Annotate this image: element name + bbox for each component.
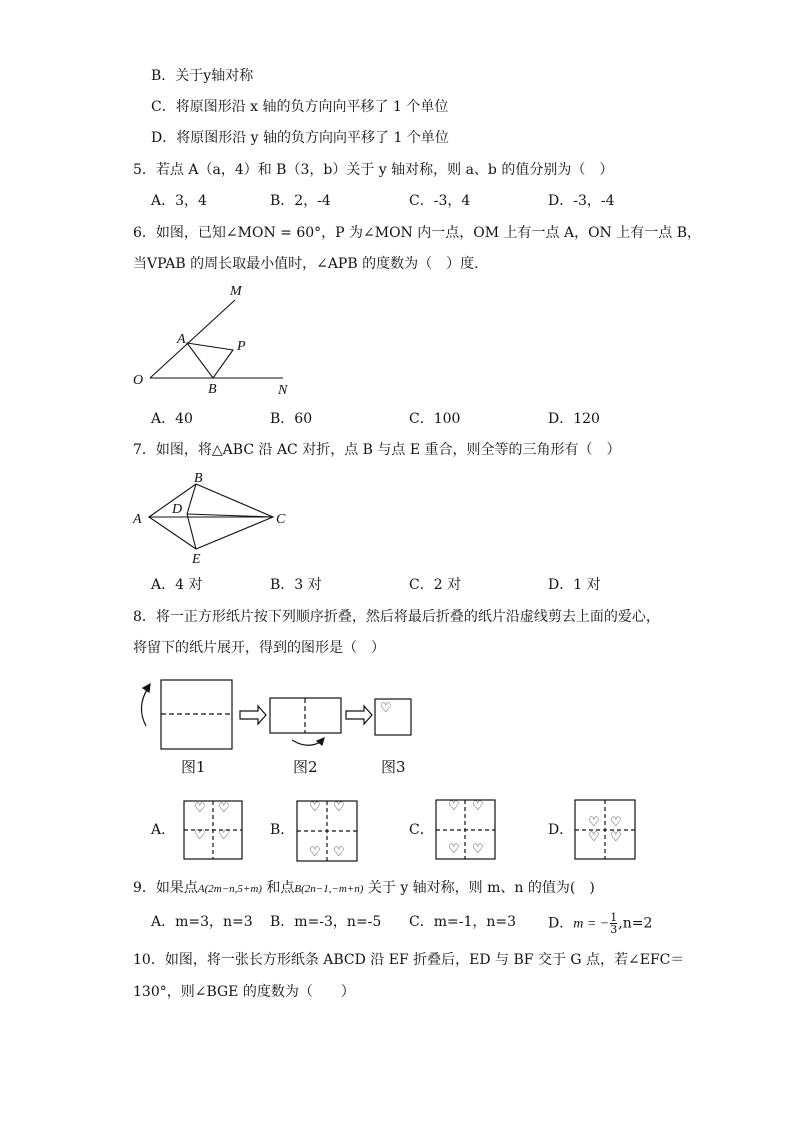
q8-stem-line2: 将留下的纸片展开，得到的图形是（ ） bbox=[133, 640, 385, 656]
q8-option-a-heart-br: ♡ bbox=[218, 828, 230, 843]
q9-stem bbox=[133, 878, 595, 899]
q8-fig3-label: 图3 bbox=[381, 758, 406, 776]
q6-triangle-pab bbox=[187, 343, 233, 378]
q6-option-a: A．40 bbox=[151, 411, 193, 427]
q5-option-a: A．3，4 bbox=[151, 193, 207, 209]
q7-label-e: E bbox=[192, 552, 201, 567]
q8-option-d-heart-bl: ♡ bbox=[588, 830, 600, 845]
q7-label-b: B bbox=[194, 471, 203, 486]
q8-option-a-heart-bl: ♡ bbox=[194, 828, 206, 843]
q6-stem-line2: 当VPAB 的周长取最小值时，∠APB 的度数为（ ）度． bbox=[133, 256, 489, 272]
q8-fig1-square bbox=[161, 680, 232, 749]
q9-option-b: B．m=-3，n=-5 bbox=[270, 914, 382, 930]
q9-option-d-n: ,n=2 bbox=[618, 915, 653, 932]
q9-option-d-m: m = − bbox=[573, 916, 610, 932]
q8-stem-line1: 8．将一正方形纸片按下列顺序折叠，然后将最后折叠的纸片沿虚线剪去上面的爱心， bbox=[133, 609, 660, 625]
q6-option-d: D．120 bbox=[548, 411, 600, 427]
q8-fold-arrow-1 bbox=[141, 688, 148, 726]
q8-option-b-heart-tl: ♡ bbox=[309, 800, 321, 815]
q8-fold-arrow-2-head bbox=[317, 738, 324, 745]
q9-option-d-fraction bbox=[610, 912, 617, 935]
q8-arrow-1 bbox=[240, 706, 266, 724]
q8-option-c-heart-bl: ♡ bbox=[448, 842, 460, 857]
q10-stem-line2: 130°，则∠BGE 的度数为（ ） bbox=[133, 984, 355, 1000]
q8-option-d-square bbox=[575, 800, 635, 859]
q9-stem-mid: 和点 bbox=[266, 880, 295, 896]
q4-option-b: B．关于y轴对称 bbox=[151, 68, 254, 84]
q5-option-d: D．-3，-4 bbox=[548, 193, 615, 209]
q9-option-d-denominator: 3 bbox=[610, 923, 618, 936]
q7-line-ed bbox=[187, 514, 196, 549]
q6-label-a: A bbox=[177, 332, 186, 347]
q5-option-c: C．-3，4 bbox=[409, 193, 471, 209]
q8-option-d-letter: D． bbox=[548, 822, 574, 838]
q8-option-b-heart-bl: ♡ bbox=[309, 845, 321, 860]
q6-label-o: O bbox=[133, 373, 144, 388]
q8-option-d-heart-tl: ♡ bbox=[588, 815, 600, 830]
q8-option-b-heart-tr: ♡ bbox=[333, 800, 345, 815]
q8-fold-arrow-1-head bbox=[143, 684, 150, 692]
q6-option-c: C．100 bbox=[409, 411, 461, 427]
q8-arrow-2 bbox=[346, 706, 372, 724]
q8-option-c-heart-br: ♡ bbox=[472, 842, 484, 857]
q4-option-d: D．将原图形沿 y 轴的负方向向平移了 1 个单位 bbox=[151, 130, 449, 146]
q9-option-d-numerator: 1 bbox=[610, 911, 618, 924]
q7-stem: 7．如图，将△ABC 沿 AC 对折，点 B 与点 E 重合，则全等的三角形有（ ） bbox=[133, 442, 621, 458]
q8-fig3-heart: ♡ bbox=[380, 701, 392, 716]
q9-option-a: A．m=3，n=3 bbox=[151, 914, 253, 930]
q7-line-bd bbox=[187, 484, 196, 514]
q8-fold-arrow-2 bbox=[292, 740, 322, 745]
q9-option-d bbox=[548, 912, 652, 935]
q8-option-a-heart-tl: ♡ bbox=[194, 801, 206, 816]
q6-option-b: B．60 bbox=[270, 411, 313, 427]
q8-option-d-heart-br: ♡ bbox=[610, 830, 622, 845]
q9-option-c: C．m=-1，n=3 bbox=[409, 914, 517, 930]
q6-stem-line1: 6．如图，已知∠MON = 60°，P 为∠MON 内一点，OM 上有一点 A，ON 上有一点 B， bbox=[133, 225, 701, 241]
q4-option-c: C．将原图形沿 x 轴的负方向向平移了 1 个单位 bbox=[151, 99, 449, 115]
q7-line-dc bbox=[187, 514, 273, 517]
q9-point-a: A(2m−n,5+m) bbox=[197, 883, 262, 895]
q8-option-a-heart-tr: ♡ bbox=[218, 801, 230, 816]
q8-option-a-letter: A． bbox=[151, 822, 176, 838]
q8-option-b-heart-br: ♡ bbox=[333, 845, 345, 860]
q7-option-a: A．4 对 bbox=[151, 577, 203, 593]
q7-label-d: D bbox=[172, 502, 183, 517]
q8-option-c-heart-tr: ♡ bbox=[472, 799, 484, 814]
q6-label-p: P bbox=[237, 339, 246, 354]
q8-fig2-label: 图2 bbox=[293, 758, 318, 776]
q8-option-a-square bbox=[184, 801, 242, 859]
q8-fig1-label: 图1 bbox=[181, 758, 206, 776]
q8-option-c-letter: C． bbox=[409, 822, 434, 838]
q6-label-b: B bbox=[208, 382, 217, 397]
q9-option-d-prefix: D． bbox=[548, 915, 574, 932]
q7-option-b: B．3 对 bbox=[270, 577, 322, 593]
q5-option-b: B．2，-4 bbox=[270, 193, 331, 209]
q5-stem: 5．若点 A（a，4）和 B（3，b）关于 y 轴对称，则 a、b 的值分别为（ ） bbox=[133, 162, 614, 178]
q9-stem-suffix: 关于 y 轴对称，则 m、n 的值为( ) bbox=[367, 880, 595, 896]
q7-option-c: C．2 对 bbox=[409, 577, 462, 593]
q8-option-b-letter: B． bbox=[270, 822, 295, 838]
q6-label-n: N bbox=[278, 383, 288, 398]
q8-option-d-heart-tr: ♡ bbox=[610, 815, 622, 830]
q7-kite bbox=[149, 484, 273, 549]
q7-option-d: D．1 对 bbox=[548, 577, 601, 593]
q6-label-m: M bbox=[230, 284, 242, 299]
q8-option-c-square bbox=[436, 800, 495, 859]
q10-stem-line1: 10．如图，将一张长方形纸条 ABCD 沿 EF 折叠后，ED 与 BF 交于 G 点，若∠EFC＝ bbox=[133, 952, 685, 968]
q8-fig2-rect bbox=[270, 698, 341, 733]
q9-stem-prefix: 9．如果点 bbox=[133, 880, 198, 896]
q6-ray-om bbox=[150, 300, 235, 378]
q8-option-b-square bbox=[297, 801, 357, 861]
q7-label-a: A bbox=[133, 512, 142, 527]
q8-option-c-heart-tl: ♡ bbox=[448, 799, 460, 814]
q9-point-b: B(2n−1,−m+n) bbox=[294, 883, 364, 895]
q7-label-c: C bbox=[276, 512, 286, 527]
